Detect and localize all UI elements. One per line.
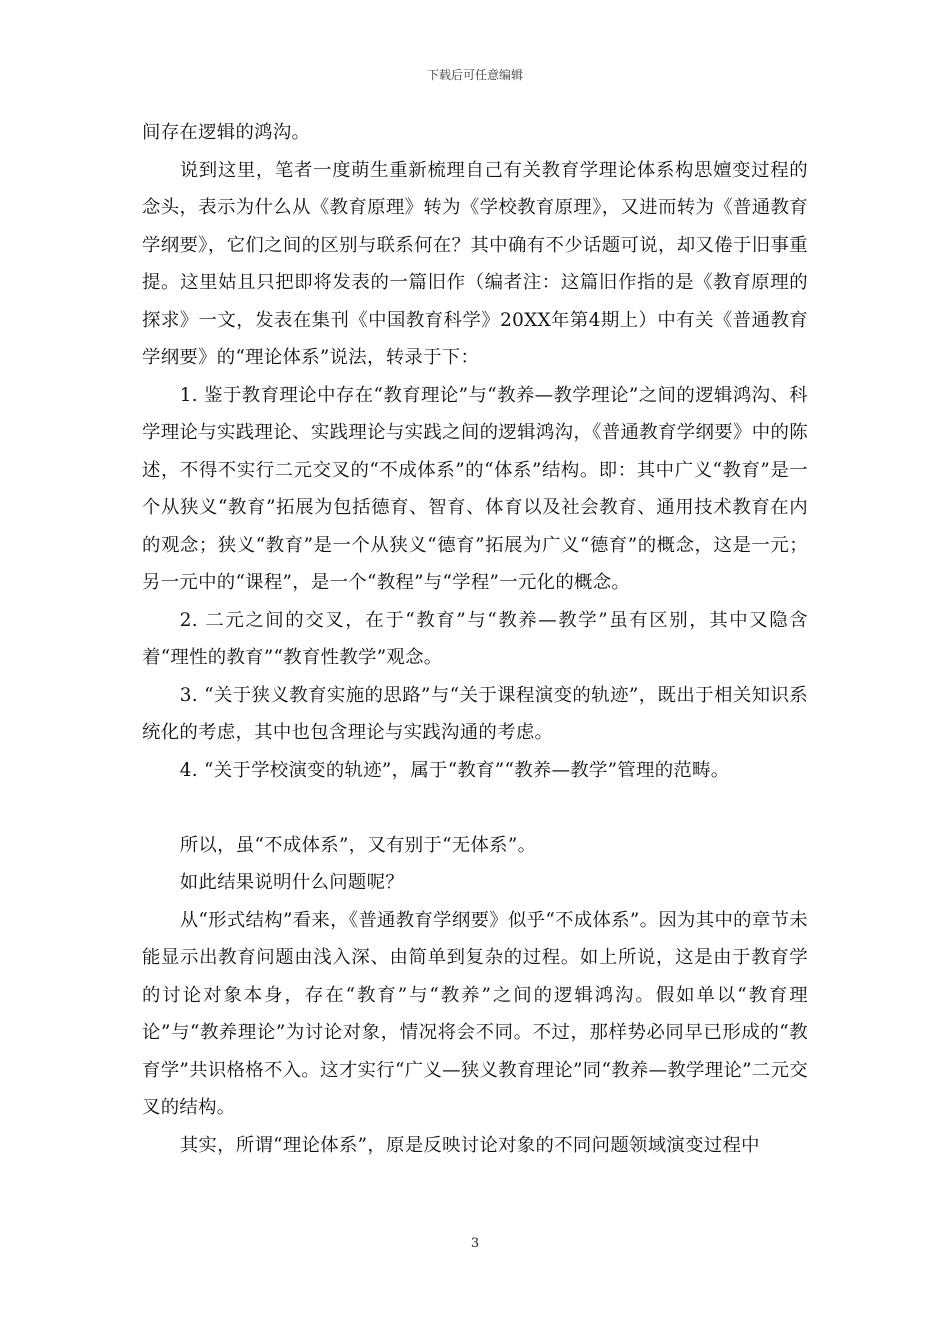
paragraph-question: 如此结果说明什么问题呢？ — [179, 872, 405, 893]
list-item-2: 2. 二元之间的交叉，在于“教育”与“教养—教学”虽有区别，其中又隐含着“理性的教育”“教育性教学”观念。 — [142, 609, 808, 668]
page-number: 3 — [470, 1236, 480, 1251]
paragraph-conclusion: 所以，虽“不成体系”，又有别于“无体系”。 — [179, 834, 537, 856]
paragraph-theory-system: 其实，所谓“理论体系”，原是反映讨论对象的不同问题领域演变过程中 — [179, 1134, 760, 1156]
list-item-3: 3. “关于狭义教育实施的思路”与“关于课程演变的轨迹”，既出于相关知识系统化的考虑，其中也包含理论与实践沟通的考虑。 — [142, 684, 808, 743]
blank-line — [142, 789, 808, 827]
paragraph-continuation: 间存在逻辑的鸿沟。 — [142, 122, 311, 143]
document-body — [142, 114, 808, 1164]
page-header: 下载后可任意编辑 — [426, 68, 523, 82]
list-item-1: 1. 鉴于教育理论中存在“教育理论”与“教养—教学理论”之间的逻辑鸿沟、科学理论与实践理论、实践理论与实践之间的逻辑鸿沟，《普通教育学纲要》中的陈述，不得不实行二元交叉的“不成体系”的“体系”结构。即：其中广义“教育”是一个从狭义“教育”拓展为包括德育、智育、体育以及社会教育、通用技术教育在内的观念；狭义“教育”是一个从狭义“德育”拓展为广义“德育”的概念，这是一元；另一元中的“课程”，是一个“教程”与“学程”一元化的概念。 — [142, 384, 808, 593]
paragraph-intro: 说到这里，笔者一度萌生重新梳理自己有关教育学理论体系构思嬗变过程的念头，表示为什么从《教育原理》转为《学校教育原理》，又进而转为《普通教育学纲要》，它们之间的区别与联系何在？其中确有不少话题可说，却又倦于旧事重提。这里姑且只把即将发表的一篇旧作（编者注：这篇旧作指的是《教育原理的探求》一文，发表在集刊《中国教育科学》20XX年第4期上）中有关《普通教育学纲要》的“理论体系”说法，转录于下： — [142, 159, 808, 368]
paragraph-form-structure: 从“形式结构”看来，《普通教育学纲要》似乎“不成体系”。因为其中的章节未能显示出教育问题由浅入深、由简单到复杂的过程。如上所说，这是由于教育学的讨论对象本身，存在“教育”与“教养”之间的逻辑鸿沟。假如单以“教育理论”与“教养理论”为讨论对象，情况将会不同。不过，那样势必同早已形成的“教育学”共识格格不入。这才实行“广义—狭义教育理论”同“教养—教学理论”二元交叉的结构。 — [142, 909, 808, 1118]
list-item-4: 4. “关于学校演变的轨迹”，属于“教育”“教养—教学”管理的范畴。 — [179, 759, 730, 781]
